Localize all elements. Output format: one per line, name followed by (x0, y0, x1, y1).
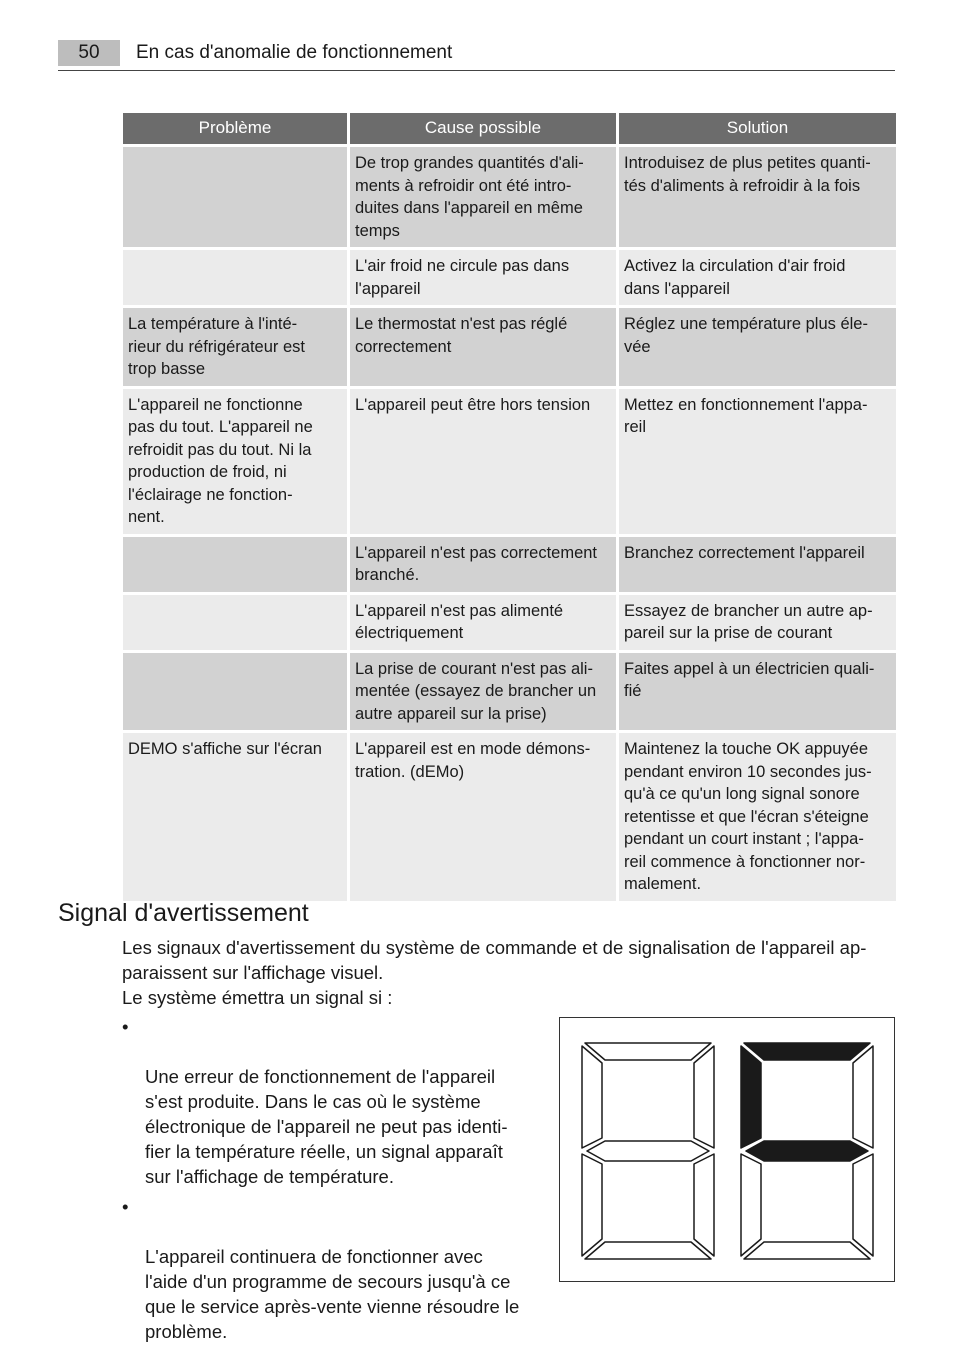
segment-bottom-left (741, 1154, 761, 1256)
cause-cell: L'air froid ne circule pas dans l'appareil (350, 250, 616, 305)
list-item (122, 1014, 532, 1189)
segment-bottom (585, 1242, 711, 1259)
table-row (123, 537, 896, 592)
solution-cell: Activez la circulation d'air froid dans l'appareil (619, 250, 896, 305)
table-header-row (123, 113, 896, 144)
table-row (123, 595, 896, 650)
segment-middle (746, 1141, 868, 1161)
solution-cell: Branchez correctement l'appareil (619, 537, 896, 592)
page-header (58, 38, 895, 72)
solution-cell: Essayez de brancher un autre ap- pareil sur la prise de courant (619, 595, 896, 650)
segment-middle (587, 1141, 709, 1161)
problem-cell: La température à l'inté- rieur du réfrigérateur est trop basse (123, 308, 347, 386)
solution-cell: Faites appel à un électricien quali- fié (619, 653, 896, 731)
problem-cell (123, 537, 347, 592)
problem-cell (123, 147, 347, 247)
section-title: Signal d'avertissement (58, 899, 309, 927)
table-row (123, 250, 896, 305)
table-row (123, 147, 896, 247)
table-row (123, 389, 896, 534)
cause-cell: L'appareil n'est pas correctement branché. (350, 537, 616, 592)
header-title: En cas d'anomalie de fonctionnement (136, 42, 453, 63)
header-divider (58, 70, 895, 71)
problem-cell (123, 653, 347, 731)
seven-segment-display (560, 1018, 894, 1281)
segment-top-right (853, 1046, 873, 1148)
cause-cell: De trop grandes quantités d'ali- ments à refroidir ont été intro- duites dans l'appareil en même temps (350, 147, 616, 247)
column-header-cause: Cause possible (350, 113, 616, 144)
solution-cell: Réglez une température plus éle- vée (619, 308, 896, 386)
cause-cell: L'appareil est en mode démons- tration. (dEMo) (350, 733, 616, 901)
seven-segment-display-icon (559, 1017, 895, 1282)
column-header-solution: Solution (619, 113, 896, 144)
cause-cell: L'appareil peut être hors tension (350, 389, 616, 534)
segment-top-left (741, 1046, 761, 1148)
bullet-icon: • (122, 1196, 129, 1217)
segment-bottom (744, 1242, 870, 1259)
solution-cell: Mettez en fonctionnement l'appa- reil (619, 389, 896, 534)
digit-2 (741, 1043, 873, 1259)
cause-cell: Le thermostat n'est pas réglé correctement (350, 308, 616, 386)
segment-bottom-left (582, 1154, 602, 1256)
table-row (123, 733, 896, 901)
solution-cell: Maintenez la touche OK appuyée pendant environ 10 secondes jus- qu'à ce qu'un long signal sonore retentisse et que l'écran s'éteigne pendant un court instant ; l'appa- reil commence à fonctionner nor- malement. (619, 733, 896, 901)
cause-cell: La prise de courant n'est pas ali- mentée (essayez de brancher un autre appareil sur la prise) (350, 653, 616, 731)
problem-cell (123, 595, 347, 650)
table-row (123, 653, 896, 731)
problem-cell (123, 250, 347, 305)
cause-cell: L'appareil n'est pas alimenté électriquement (350, 595, 616, 650)
bullet-icon: • (122, 1016, 129, 1037)
column-header-problem: Problème (123, 113, 347, 144)
segment-top (744, 1043, 870, 1060)
bullet-text: Une erreur de fonctionnement de l'appareil s'est produite. Dans le cas où le système électronique de l'appareil ne peut pas identi- fier la température réelle, un signal apparaît sur l'affichage de température. (145, 1066, 508, 1187)
segment-top-right (694, 1046, 714, 1148)
digit-1 (582, 1043, 714, 1259)
segment-top (585, 1043, 711, 1060)
segment-bottom-right (694, 1154, 714, 1256)
page-number: 50 (58, 40, 120, 66)
problem-cell: L'appareil ne fonctionne pas du tout. L'appareil ne refroidit pas du tout. Ni la production de froid, ni l'éclairage ne fonction- nent. (123, 389, 347, 534)
problem-cell: DEMO s'affiche sur l'écran (123, 733, 347, 901)
segment-top-left (582, 1046, 602, 1148)
intro-paragraph: Les signaux d'avertissement du système de commande et de signalisation de l'appareil ap- paraissent sur l'affichage visuel. Le système émettra un signal si : (122, 937, 867, 1008)
bullet-list (122, 1014, 532, 1349)
bullet-text: L'appareil continuera de fonctionner avec l'aide d'un programme de secours jusqu'à ce que le service après-vente vienne résoudre le problème. (145, 1246, 520, 1342)
list-item (122, 1194, 532, 1344)
table-row (123, 308, 896, 386)
solution-cell: Introduisez de plus petites quanti- tés d'aliments à refroidir à la fois (619, 147, 896, 247)
troubleshooting-table (120, 110, 899, 904)
segment-bottom-right (853, 1154, 873, 1256)
